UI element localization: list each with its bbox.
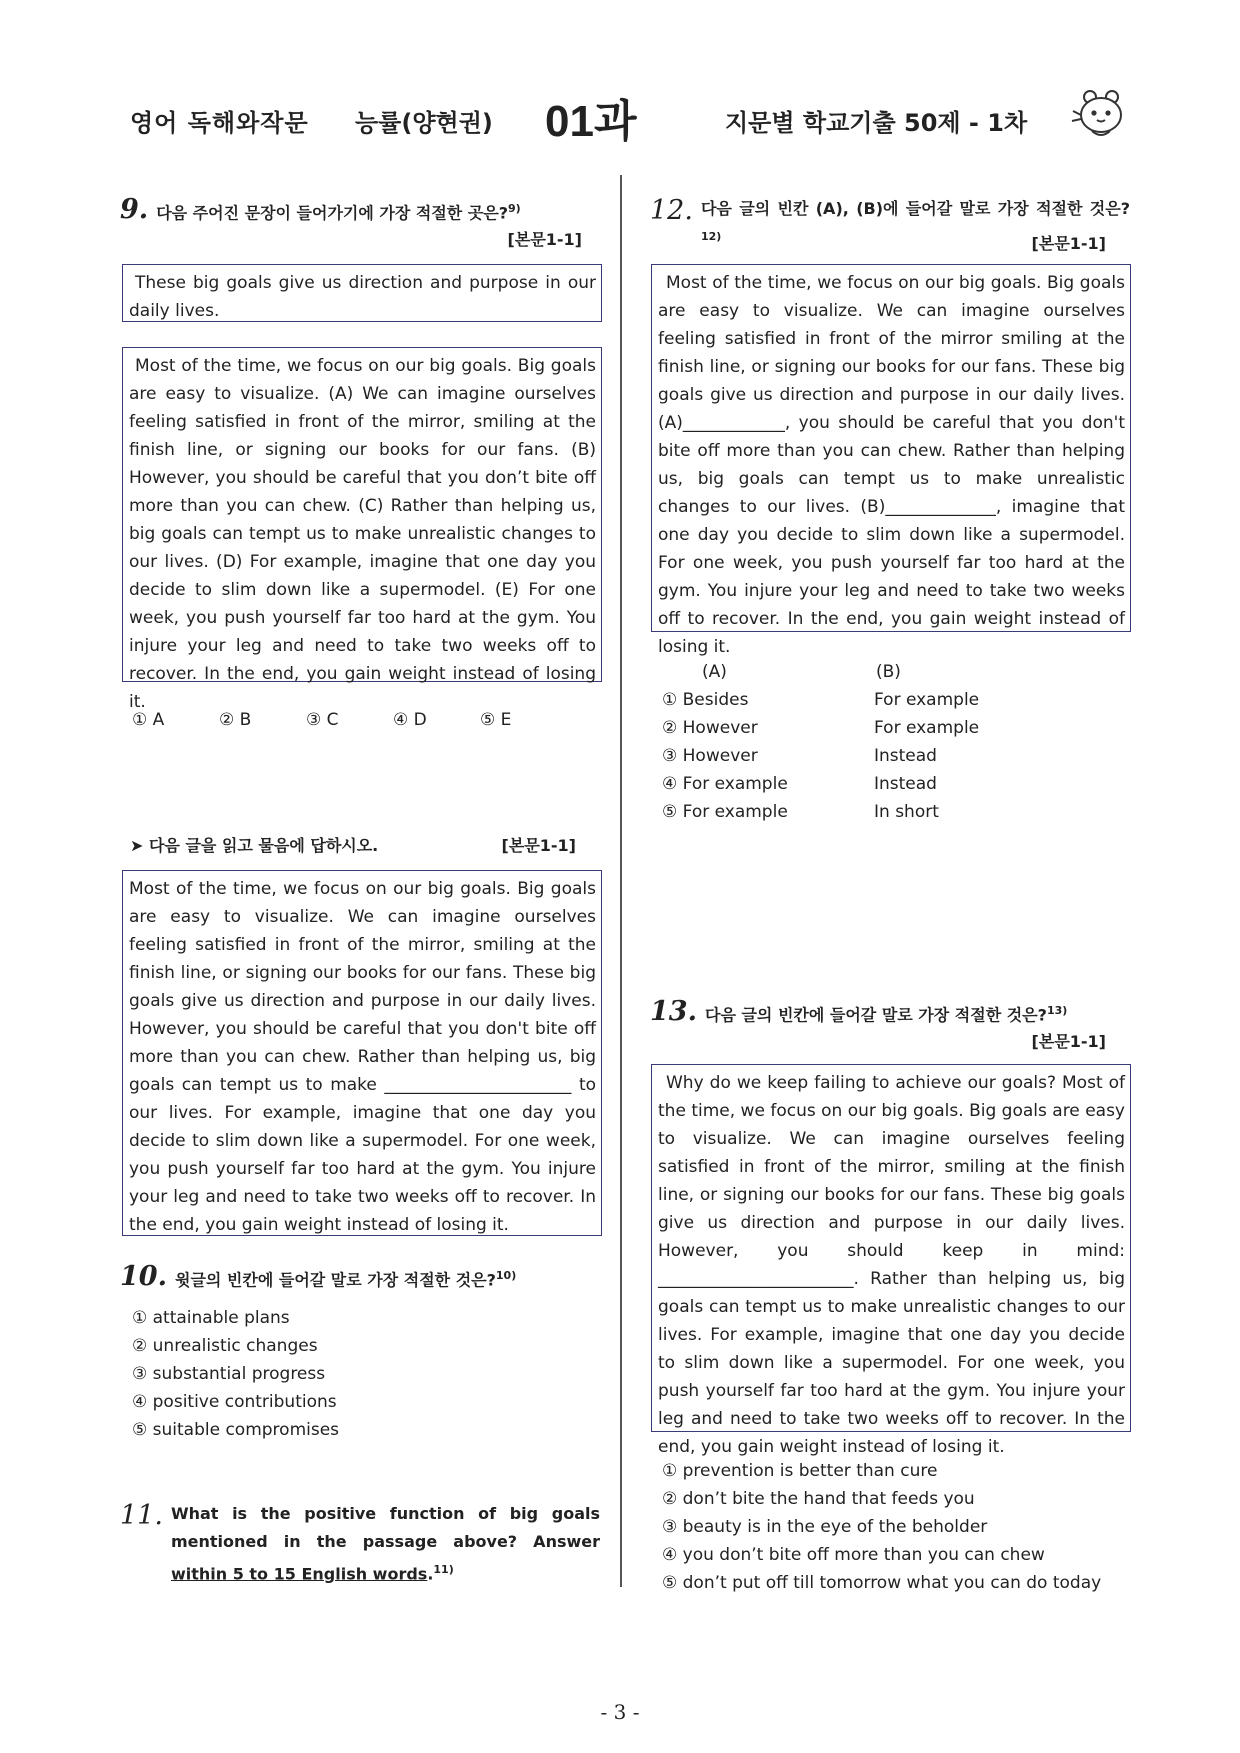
- q12-options: [662, 658, 1122, 826]
- bear-mascot-icon: [1070, 87, 1132, 141]
- question-number: 12.: [650, 195, 693, 226]
- option-item[interactable]: [662, 714, 1122, 742]
- question-prompt: 윗글의 빈칸에 들어갈 말로 가장 적절한 것은?: [174, 1270, 496, 1290]
- option-item[interactable]: ④ you don’t bite off more than you can chew: [662, 1545, 1045, 1565]
- q13-options: [662, 1457, 1132, 1597]
- option-b: For example: [874, 718, 980, 738]
- option-item[interactable]: [662, 798, 1122, 826]
- column-divider: [620, 175, 622, 1587]
- option-a: ④ For example: [662, 774, 788, 794]
- source-tag: [본문1-1]: [1031, 234, 1106, 253]
- question-prompt: 다음 글의 빈칸에 들어갈 말로 가장 적절한 것은?: [704, 1005, 1047, 1025]
- option-b: Instead: [874, 746, 937, 766]
- option-item[interactable]: ③ C: [306, 710, 339, 730]
- source-tag: [본문1-1]: [501, 836, 576, 855]
- answer-blank: ______________________: [384, 1075, 572, 1095]
- source-tag: [본문1-1]: [507, 230, 582, 250]
- option-item[interactable]: ② B: [219, 710, 252, 730]
- question-number: 13.: [650, 996, 697, 1028]
- option-a: ③ However: [662, 746, 758, 766]
- question-prompt: 다음 글의 빈칸 (A), (B)에 들어갈 말로 가장 적절한 것은?: [700, 199, 1130, 218]
- passage-text: Why do we keep failing to achieve our goals? Most of the time, we focus on our big goals. Big goals are easy to visualize. We can imagine ourselves feeling satisfied in front of the mirror, smiling at the finish line, or signing our books for our fans. These big goals give us direction and purpose in our daily lives. However, you should keep in mind: _______________________. Rather than helping us, big goals can tempt us to make unrealistic changes to our lives. For example, imagine that one day you decide to slim down like a supermodel. For one week, you push yourself far too hard at the gym. You injure your leg and need to take two weeks off to recover. In the end, you gain weight instead of losing it.: [658, 1073, 1125, 1457]
- passage-text-before: Most of the time, we focus on our big goals. Big goals are easy to visualize. We can imagine ourselves feeling satisfied in front of the mirror, smiling at the finish line, or signing our books for our fans. These big goals give us direction and purpose in our daily lives. However, you should be careful that you don't bite off more than you can chew. Rather than helping us, big goals can tempt us to make: [129, 879, 596, 1095]
- question-9: [120, 195, 600, 250]
- footnote-ref: 10): [495, 1269, 517, 1282]
- passage-text-after: to our lives. For example, imagine that one day you decide to slim down like a supermodel. For one week, you push yourself far too hard at the gym. You injure your leg and need to take two weeks off to recover. In the end, you gain weight instead of losing it.: [129, 1075, 597, 1235]
- option-item[interactable]: ④ positive contributions: [132, 1392, 337, 1413]
- footnote-ref: 9): [508, 202, 521, 215]
- option-item[interactable]: ① prevention is better than cure: [662, 1461, 938, 1481]
- footnote-ref: 11): [433, 1563, 454, 1576]
- option-b: For example: [874, 690, 980, 710]
- option-a: ② However: [662, 718, 758, 738]
- passage-box: [651, 1064, 1131, 1457]
- question-prompt: 다음 주어진 문장이 들어가기에 가장 적절한 곳은?: [156, 203, 509, 223]
- option-item[interactable]: [662, 742, 1122, 770]
- page-header: [130, 85, 1130, 155]
- option-item[interactable]: ③ beauty is in the eye of the beholder: [662, 1517, 988, 1537]
- passage-text: Most of the time, we focus on our big goals. Big goals are easy to visualize. (A) We can imagine ourselves feeling satisfied in front of the mirror, smiling at the finish line, or signing our books for our fans. (B) However, you should be careful that you don’t bite off more than you can chew. (C) Rather than helping us, big goals can tempt us to make unrealistic changes to our lives. (D) For example, imagine that one day you decide to slim down like a supermodel. (E) For one week, you push yourself far too hard at the gym. You injure your leg and need to take two weeks off to recover. In the end, you gain weight instead of losing it.: [129, 356, 596, 712]
- option-item[interactable]: ② don’t bite the hand that feeds you: [662, 1489, 975, 1509]
- option-item[interactable]: [662, 770, 1122, 798]
- passage-text: Most of the time, we focus on our big goals. Big goals are easy to visualize. We can imagine ourselves feeling satisfied in front of the mirror smiling at the finish line, or signing our books for our fans. These big goals give us direction and purpose in our daily lives. (A)____________, you should be careful that you don't bite off more than you can chew. Rather than helping us, big goals can tempt us to make unrealistic changes to our lives. (B)_____________, imagine that one day you decide to slim down like a supermodel. For one week, you push yourself far too hard at the gym. You injure your leg and need to take two weeks off to recover. In the end, you gain weight instead of losing it.: [658, 273, 1125, 657]
- option-item[interactable]: ① A: [132, 710, 165, 730]
- question-number: 9.: [120, 194, 149, 226]
- question-number: 10.: [120, 1261, 167, 1293]
- source-tag: [본문1-1]: [1031, 1032, 1106, 1052]
- question-11: [120, 1500, 600, 1588]
- publisher-title: 능률(양현권): [355, 109, 493, 137]
- shared-instruction: ➤ 다음 글을 읽고 물음에 답하시오.: [130, 836, 379, 855]
- unit-title: 01과: [545, 97, 637, 146]
- option-a: ① Besides: [662, 690, 749, 710]
- word-limit: within 5 to 15 English words: [170, 1564, 428, 1584]
- passage-box: [651, 264, 1131, 657]
- page-number: - 3 -: [600, 1700, 640, 1724]
- question-prompt: What is the positive function of big goals mentioned in the passage above? Answer: [170, 1504, 600, 1551]
- option-item[interactable]: ① attainable plans: [132, 1308, 290, 1329]
- footnote-ref: 12): [700, 230, 722, 243]
- question-10: [120, 1262, 600, 1444]
- series-title: 지문별 학교기출 50제 - 1차: [725, 109, 1028, 137]
- footnote-ref: 13): [1046, 1004, 1068, 1017]
- option-item[interactable]: ⑤ E: [480, 710, 512, 730]
- subject-title: 영어 독해와작문: [130, 109, 309, 137]
- option-item[interactable]: ③ substantial progress: [132, 1364, 326, 1385]
- question-13: [650, 997, 1130, 1052]
- option-item[interactable]: [662, 686, 1122, 714]
- q9-options: [132, 710, 602, 730]
- prompt-end: .: [427, 1564, 434, 1584]
- option-b: Instead: [874, 774, 937, 794]
- option-b: In short: [874, 802, 939, 822]
- column-head-a: (A): [702, 662, 727, 682]
- option-item[interactable]: ⑤ don’t put off till tomorrow what you can do today: [662, 1573, 1102, 1593]
- shared-instruction-row: [130, 832, 600, 860]
- column-head-b: (B): [876, 662, 901, 682]
- option-item[interactable]: ② unrealistic changes: [132, 1336, 318, 1357]
- question-number: 11.: [120, 1500, 163, 1531]
- passage-box: [122, 347, 602, 712]
- option-a: ⑤ For example: [662, 802, 788, 822]
- given-sentence: These big goals give us direction and purpose in our daily lives.: [129, 273, 596, 321]
- option-item[interactable]: ⑤ suitable compromises: [132, 1420, 340, 1441]
- option-item[interactable]: ④ D: [393, 710, 427, 730]
- shared-passage-box: [122, 870, 602, 1236]
- given-sentence-box: [122, 264, 602, 322]
